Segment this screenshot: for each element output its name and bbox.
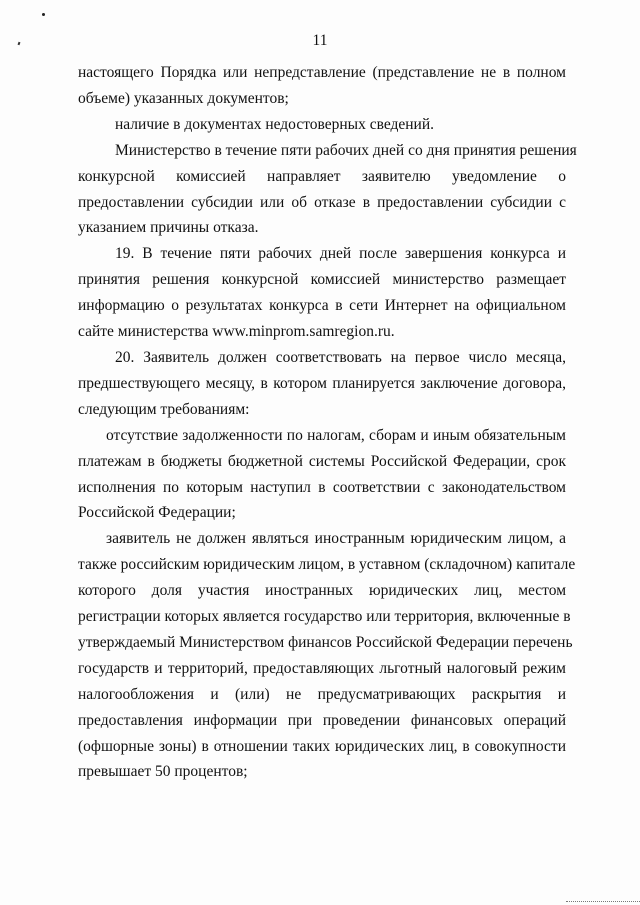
text-line: конкурсной комиссией направляет заявителю уведомление о	[78, 167, 566, 185]
text-line: Министерство в течение пяти рабочих дней со дня принятия решения	[115, 141, 577, 159]
text-line: государств и территорий, предоставляющих льготный налоговый режим	[78, 659, 566, 677]
text-line: сайте министерства www.minprom.samregion.ru.	[78, 323, 395, 341]
text-line: настоящего Порядка или непредставление (представление не в полном	[78, 64, 566, 81]
scan-artifact-edge	[566, 901, 640, 902]
text-line: налогообложения и (или) не предусматривающих раскрытия и	[78, 685, 566, 703]
text-line: платежам в бюджеты бюджетной системы Российской Федерации, срок	[78, 452, 566, 470]
scan-artifact-dot	[42, 13, 45, 16]
text-line: заявитель не должен являться иностранным юридическим лицом, а	[106, 530, 566, 548]
text-line: регистрации которых является государство или территория, включенные в	[78, 608, 571, 626]
text-line: которого доля участия иностранных юридических лиц, местом	[78, 582, 566, 600]
text-line: 20. Заявитель должен соответствовать на первое число месяца,	[115, 348, 566, 366]
text-line: предоставления информации при проведении финансовых операций	[78, 711, 566, 729]
document-body	[78, 60, 577, 785]
text-line: объеме) указанных документов;	[78, 89, 289, 107]
text-line: превышает 50 процентов;	[78, 763, 248, 781]
text-line: утверждаемый Министерством финансов Российской Федерации перечень	[78, 633, 573, 651]
text-line: отсутствие задолженности по налогам, сборам и иным обязательным	[106, 426, 566, 444]
text-line: (офшорные зоны) в отношении таких юридических лиц, в совокупности	[78, 737, 566, 755]
text-line: указанием причины отказа.	[78, 219, 259, 237]
text-line: исполнения по которым наступил в соответствии с законодательством	[78, 478, 566, 496]
text-line: Российской Федерации;	[78, 504, 236, 522]
text-line: также российским юридическим лицом, в уставном (складочном) капитале	[78, 556, 576, 574]
text-line: принятия решения конкурсной комиссией министерство размещает	[78, 271, 566, 289]
page-number: 11	[312, 32, 328, 49]
text-line: информацию о результатах конкурса в сети Интернет на официальном	[78, 297, 566, 315]
text-line: наличие в документах недостоверных сведений.	[115, 115, 435, 133]
text-line: следующим требованиям:	[78, 400, 250, 418]
text-line: предоставлении субсидии или об отказе в предоставлении субсидии с	[78, 193, 566, 211]
text-line: 19. В течение пяти рабочих дней после завершения конкурса и	[115, 245, 566, 263]
text-line: предшествующего месяцу, в котором планируется заключение договора,	[78, 374, 566, 392]
